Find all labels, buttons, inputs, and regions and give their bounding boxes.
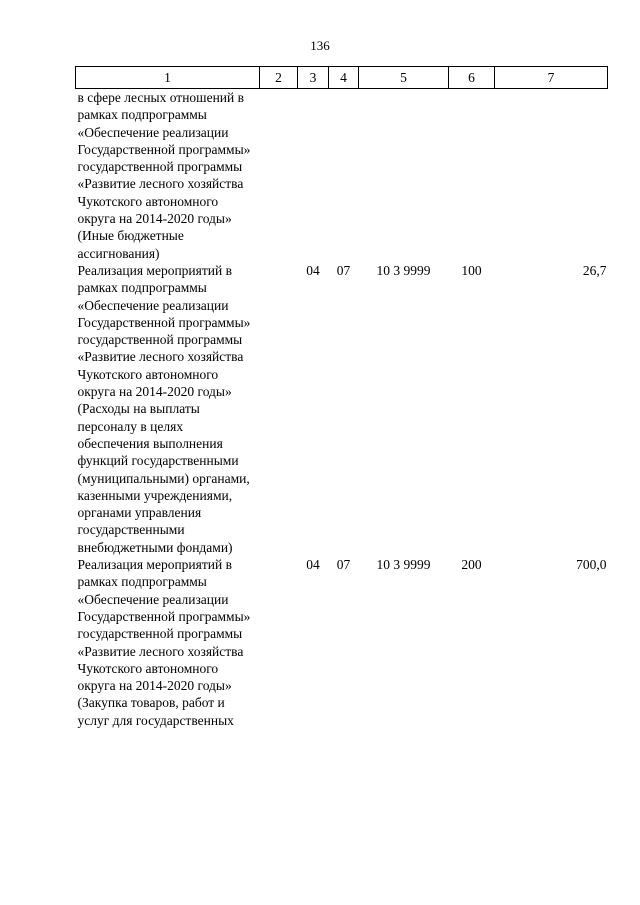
budget-table bbox=[75, 66, 608, 729]
row-expense-type: 100 bbox=[461, 262, 482, 278]
column-header-2: 2 bbox=[260, 67, 298, 89]
row-col-2 bbox=[260, 89, 298, 262]
row-section bbox=[298, 89, 329, 262]
column-header-1: 1 bbox=[76, 67, 260, 89]
row-subsection bbox=[329, 89, 359, 262]
row-name: в сфере лесных отношений в рамках подпрограммы «Обеспечение реализации Государственной программы» государственной программы «Развитие лесного хозяйства Чукотского автономного округа на 2014-2020 годы» (Иные бюджетные ассигнования) bbox=[77, 90, 251, 261]
row-expense-type: 200 bbox=[461, 557, 482, 573]
row-col-2 bbox=[260, 556, 298, 729]
row-target-code bbox=[359, 89, 449, 262]
table-header-row bbox=[76, 67, 608, 89]
row-target-code: 10 3 9999 bbox=[376, 557, 431, 573]
row-subsection: 07 bbox=[336, 262, 351, 278]
row-section: 04 bbox=[306, 262, 320, 278]
row-amount bbox=[495, 89, 608, 262]
row-amount: 700,0 bbox=[576, 557, 607, 573]
column-header-7: 7 bbox=[495, 67, 608, 89]
row-subsection: 07 bbox=[336, 557, 351, 573]
row-name: Реализация мероприятий в рамках подпрограммы «Обеспечение реализации Государственной программы» государственной программы «Развитие лесного хозяйства Чукотского автономного округа на 2014-2020 годы» (Расходы на выплаты персоналу в целях обеспечения выполнения функций государственными (муниципальными) органами, казенными учреждениями, органами управления государственными внебюджетными фондами) bbox=[77, 262, 251, 555]
column-header-6: 6 bbox=[449, 67, 495, 89]
column-header-3: 3 bbox=[298, 67, 329, 89]
row-name: Реализация мероприятий в рамках подпрограммы «Обеспечение реализации Государственной программы» государственной программы «Развитие лесного хозяйства Чукотского автономного округа на 2014-2020 годы» (Закупка товаров, работ и услуг для государственных bbox=[77, 557, 251, 728]
column-header-4: 4 bbox=[329, 67, 359, 89]
row-section: 04 bbox=[306, 557, 320, 573]
row-target-code: 10 3 9999 bbox=[376, 262, 431, 278]
row-amount: 26,7 bbox=[582, 262, 607, 278]
row-expense-type bbox=[449, 89, 495, 262]
table-row bbox=[76, 262, 608, 556]
row-col-2 bbox=[260, 262, 298, 556]
page-number: 136 bbox=[310, 38, 330, 53]
table-row bbox=[76, 89, 608, 262]
table-row bbox=[76, 556, 608, 729]
column-header-5: 5 bbox=[359, 67, 449, 89]
